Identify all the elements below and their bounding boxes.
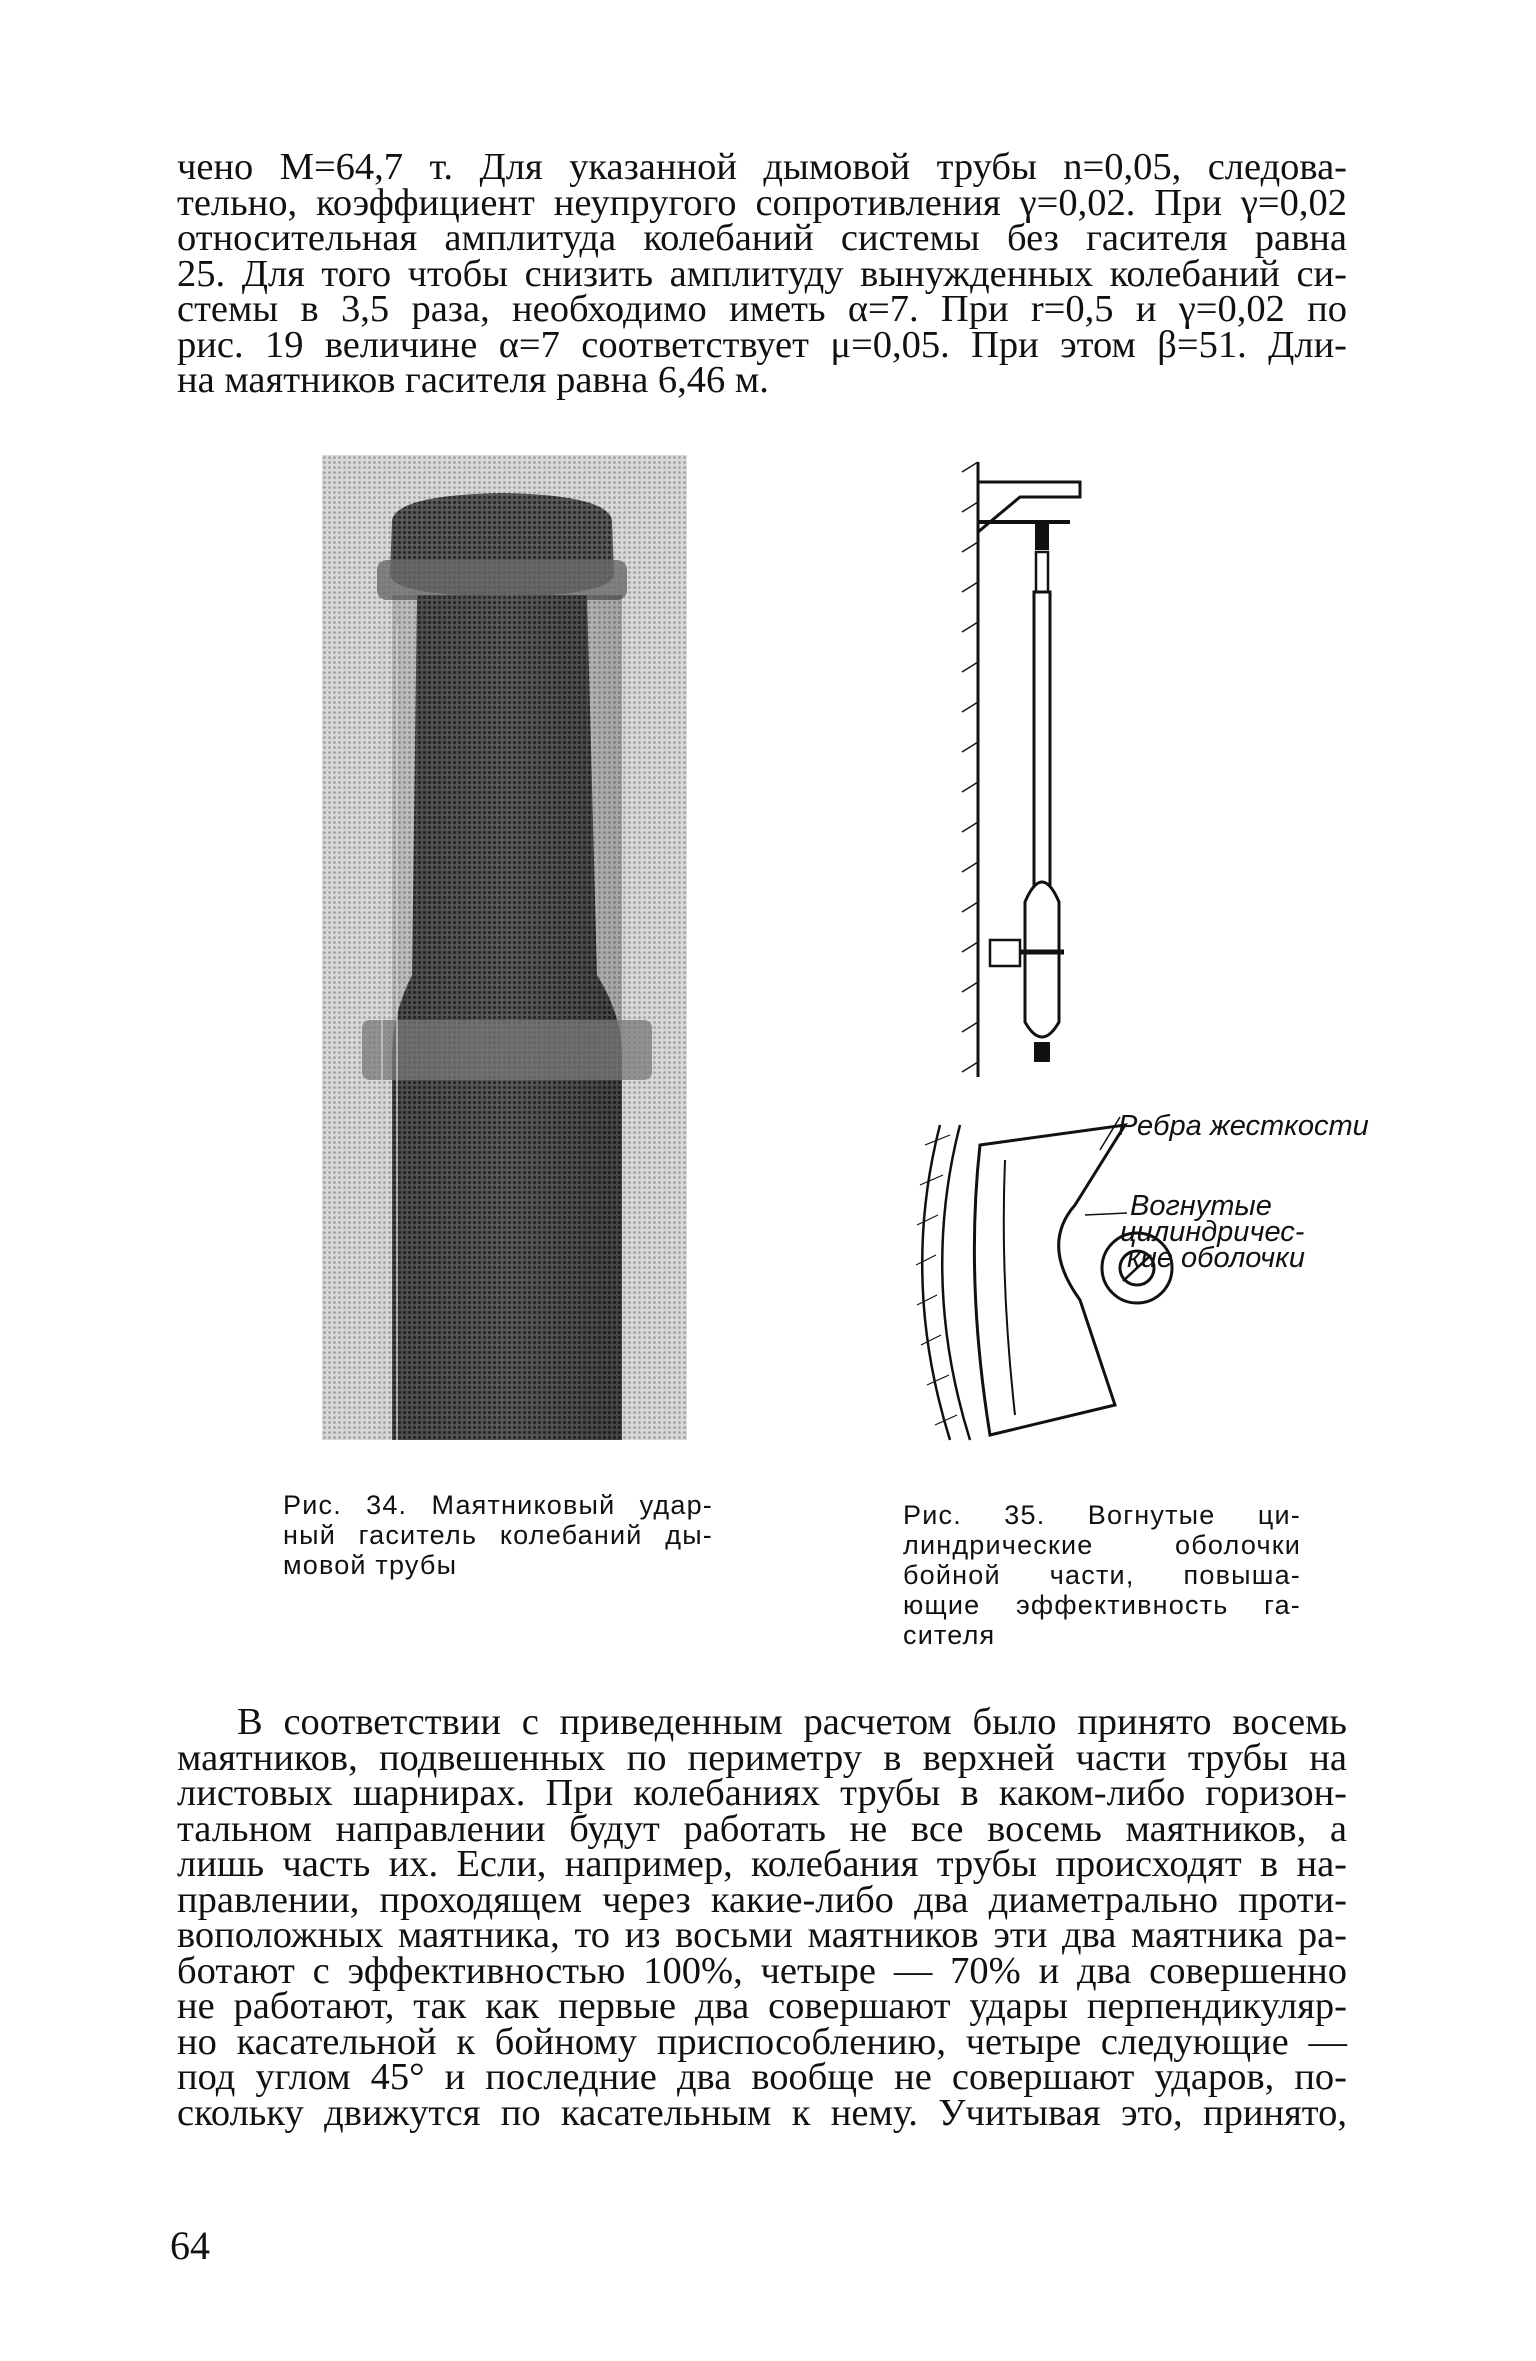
text-line: под углом 45° и последние два вообще не совершают ударов, по-	[177, 2056, 1347, 2098]
caption-line: мовой трубы	[283, 1550, 458, 1580]
caption-line: линдрические оболочки	[903, 1530, 1301, 1560]
concave-shell	[974, 1125, 1125, 1435]
label-shells-2: цилиндричес-	[1120, 1216, 1305, 1248]
damper-platform-top	[377, 560, 627, 600]
caption-line: ный гаситель колебаний ды-	[283, 1520, 713, 1550]
text-line: скольку движутся по касательным к нему. Учитывая это, принято,	[177, 2091, 1347, 2134]
platform-lower	[362, 1020, 652, 1080]
text-line: 25. Для того чтобы снизить амплитуду вынужденных колебаний си-	[177, 252, 1347, 295]
pendulum-bob	[1025, 882, 1059, 1037]
figure-35-shells	[905, 1105, 1369, 1450]
figure-35-pendulum	[960, 462, 1120, 1092]
text-line: В соответствии с приведенным расчетом было принято восемь	[237, 1701, 1347, 1743]
caption-line: Рис. 34. Маятниковый удар-	[283, 1490, 713, 1520]
impact-block	[990, 940, 1020, 966]
wall-hatching	[962, 462, 978, 1072]
paragraph-top	[177, 146, 1347, 401]
text-line: стемы в 3,5 раза, необходимо иметь α=7. При r=0,5 и γ=0,02 по	[177, 288, 1347, 330]
pendulum-drawing	[960, 462, 1120, 1092]
bracket	[978, 482, 1080, 532]
text-line: рис. 19 величине α=7 соответствует μ=0,05. При этом β=51. Дли-	[177, 323, 1347, 366]
text-line: маятников, подвешенных по периметру в верхней части трубы на	[177, 1736, 1347, 1779]
text-line: воположных маятника, то из восьми маятников эти два маятника ра-	[177, 1914, 1347, 1956]
text-line: чено M=64,7 т. Для указанной дымовой трубы n=0,05, следова-	[177, 146, 1347, 188]
wall-arc	[922, 1125, 950, 1440]
pendulum-rod	[1034, 592, 1050, 892]
caption-line: Рис. 35. Вогнутые ци-	[903, 1500, 1301, 1530]
hinge	[1035, 522, 1049, 550]
figure-34-photo	[322, 455, 687, 1440]
figure-35-caption	[903, 1500, 1301, 1650]
shells-drawing	[905, 1105, 1369, 1450]
text-line: тальном направлении будут работать не все восемь маятников, а	[177, 1807, 1347, 1850]
label-ribs: Ребра жесткости	[1118, 1110, 1369, 1142]
text-line: тельно, коэффициент неупругого сопротивления γ=0,02. При γ=0,02	[177, 181, 1347, 224]
caption-line: сителя	[903, 1620, 996, 1650]
figure-34-caption	[283, 1490, 713, 1580]
text-line: правлении, проходящем через какие-либо два диаметрально проти-	[177, 1878, 1347, 1921]
caption-line: ющие эффективность га-	[903, 1590, 1301, 1620]
page-number: 64	[170, 2223, 210, 2268]
text-line: относительная амплитуда колебаний системы без гасителя равна	[177, 217, 1347, 259]
text-line: ботают с эффективностью 100%, четыре — 70% и два совершенно	[177, 1949, 1347, 1992]
chimney-photo	[322, 455, 687, 1440]
label-shells-1: Вогнутые	[1130, 1190, 1272, 1222]
label-shells-3: кие оболочки	[1127, 1242, 1305, 1274]
text-line: не работают, так как первые два совершают удары перпендикуляр-	[177, 1985, 1347, 2027]
text-line: лишь часть их. Если, например, колебания трубы происходят в на-	[177, 1843, 1347, 1885]
caption-line: бойной части, повыша-	[903, 1560, 1301, 1590]
paragraph-bottom	[177, 1701, 1347, 2134]
text-line: но касательной к бойному приспособлению, четыре следующие —	[177, 2020, 1347, 2063]
text-line: листовых шарнирах. При колебаниях трубы в каком-либо горизон-	[177, 1772, 1347, 1814]
text-line: на маятников гасителя равна 6,46 м.	[177, 359, 769, 401]
